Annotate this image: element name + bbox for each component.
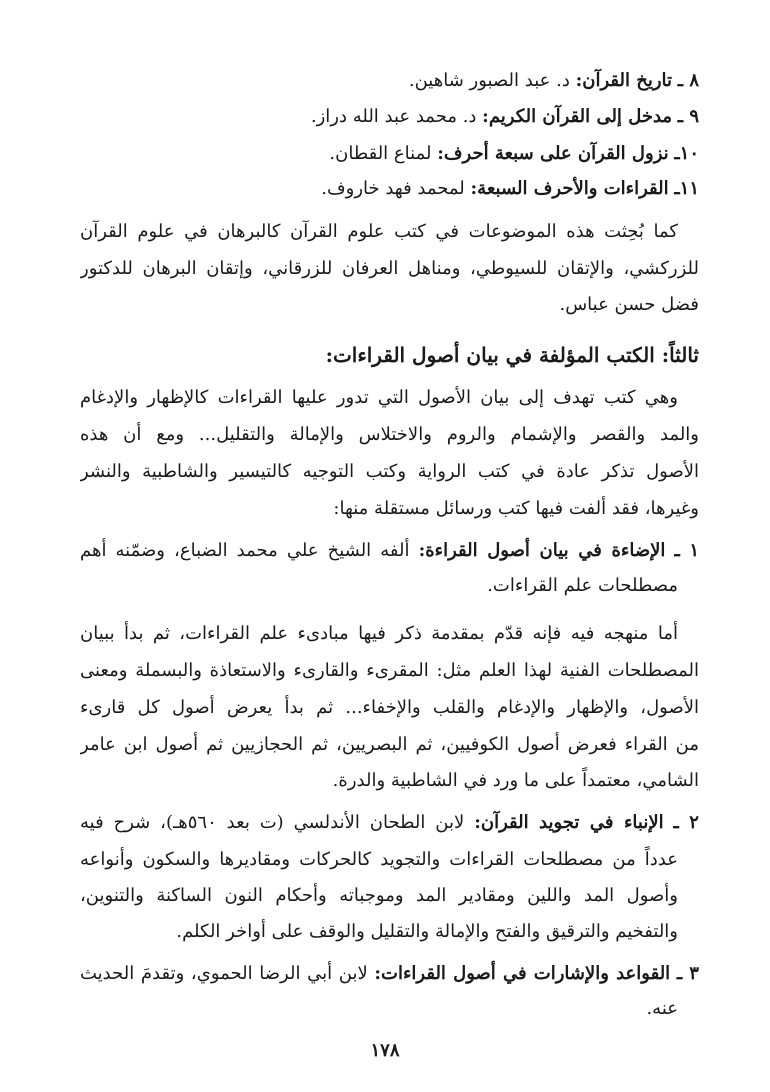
paragraph-line: للزركشي، والإتقان للسيوطي، ومناهل العرفان للزرقاني، وإتقان البرهان للدكتور bbox=[80, 258, 699, 279]
list-item-continuation: والتفخيم والترقيق والفتح والإمالة والتقليل والوقف على أواخر الكلم. bbox=[176, 921, 678, 942]
book-description: ألفه الشيخ علي محمد الضباع، وضمّنه أهم bbox=[80, 540, 410, 561]
list-number: ٢ ـ bbox=[673, 812, 699, 833]
paragraph-line: كما بُحِثت هذه الموضوعات في كتب علوم القرآن كالبرهان في علوم القرآن bbox=[80, 221, 678, 242]
book-title: نزول القرآن على سبعة أحرف: bbox=[437, 143, 669, 164]
book-author: د. عبد الصبور شاهين. bbox=[408, 70, 570, 91]
book-title: الإنباء في تجويد القرآن: bbox=[474, 812, 664, 833]
book-title: مدخل إلى القرآن الكريم: bbox=[482, 106, 673, 127]
paragraph-line: الشامي، معتمداً على ما ورد في الشاطبية والدرة. bbox=[332, 770, 699, 791]
list-item bbox=[80, 137, 699, 171]
list-number: ١ ـ bbox=[674, 540, 699, 561]
list-item-continuation: وأصول المد واللين ومقادير المد وموجباته وأحكام النون الساكنة والتنوين، bbox=[80, 885, 678, 906]
list-number: ١٠ـ bbox=[674, 143, 699, 164]
book-description: لابن أبي الرضا الحموي، وتقدمَ الحديث bbox=[80, 963, 368, 984]
book-title: القواعد والإشارات في أصول القراءات: bbox=[374, 963, 671, 984]
book-author: لمناع القطان. bbox=[329, 143, 432, 164]
book-author: لمحمد فهد خاروف. bbox=[321, 178, 465, 199]
list-item bbox=[80, 806, 699, 840]
book-title: الإضاءة في بيان أصول القراءة: bbox=[418, 540, 666, 561]
list-number: ١١ـ bbox=[674, 178, 699, 199]
list-item-continuation: مصطلحات علم القراءات. bbox=[487, 575, 678, 596]
book-author: د. محمد عبد الله دراز. bbox=[310, 106, 477, 127]
list-item bbox=[80, 957, 699, 991]
paragraph-line: الأصول تذكر عادة في كتب الرواية وكتب التوجيه كالتيسير والشاطبية والنشر bbox=[80, 461, 699, 482]
book-title: القراءات والأحرف السبعة: bbox=[470, 178, 669, 199]
paragraph-line: وهي كتب تهدف إلى بيان الأصول التي تدور عليها القراءات كالإظهار والإدغام bbox=[80, 387, 678, 408]
paragraph-line: الأصول، والإظهار والإدغام والقلب والإخفاء... ثم بدأ يعرض أصول كل قارىء bbox=[80, 697, 699, 718]
list-item-continuation: عنه. bbox=[646, 998, 678, 1019]
paragraph-line: والمد والقصر والإشمام والروم والاختلاس والإمالة والتقليل... ومع أن هذه bbox=[80, 424, 699, 445]
list-number: ٨ ـ bbox=[677, 70, 699, 91]
paragraph-line: وغيرها، فقد ألفت فيها كتب ورسائل مستقلة منها: bbox=[333, 498, 699, 519]
paragraph-line: من القراء فعرض أصول الكوفيين، ثم البصريين، ثم الحجازيين ثم أصول ابن عامر bbox=[80, 734, 699, 755]
list-item bbox=[80, 64, 699, 98]
list-item bbox=[80, 100, 699, 134]
list-item bbox=[80, 534, 699, 568]
list-number: ٣ ـ bbox=[676, 963, 699, 984]
book-description: لابن الطحان الأندلسي (ت بعد ٥٦٠هـ)، شرح فيه bbox=[80, 812, 465, 833]
list-item bbox=[80, 172, 699, 206]
book-title: تاريخ القرآن: bbox=[575, 70, 673, 91]
paragraph-line: المصطلحات الفنية لهذا العلم مثل: المقرىء والقارىء والاستعاذة والبسملة ومعنى bbox=[80, 660, 699, 681]
section-heading: ثالثاً: الكتب المؤلفة في بيان أصول القراءات: bbox=[325, 343, 699, 367]
paragraph-line: أما منهجه فيه فإنه قدّم بمقدمة ذكر فيها مبادىء علم القراءات، ثم بدأ ببيان bbox=[80, 623, 678, 644]
list-item-continuation: عدداً من مصطلحات القراءات والتجويد كالحركات ومقاديرها والسكون وأنواعه bbox=[80, 849, 678, 870]
list-number: ٩ ـ bbox=[677, 106, 699, 127]
paragraph-line: فضل حسن عباس. bbox=[559, 294, 699, 315]
page-number: ١٧٨ bbox=[370, 1040, 400, 1061]
